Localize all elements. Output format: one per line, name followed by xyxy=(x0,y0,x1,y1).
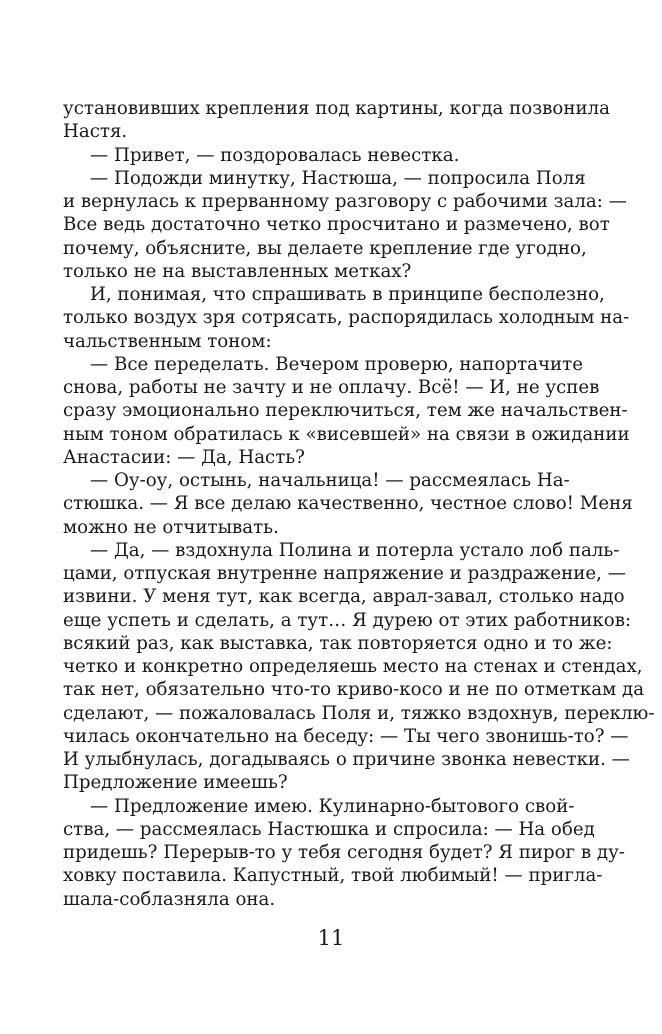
page-number: 11 xyxy=(317,926,345,950)
text-line: — Привет, — поздоровалась невестка. xyxy=(90,144,460,166)
text-line: Настя. xyxy=(63,121,128,143)
text-line: ным тоном обратилась к «висевшей» на связи в ожидании xyxy=(63,423,630,445)
text-line: Все ведь достаточно четко просчитано и размечено, вот xyxy=(63,214,610,236)
text-line: снова, работы не зачту и не оплачу. Всё! — И, не успев xyxy=(63,377,600,398)
text-line: Анастасии: — Да, Насть? xyxy=(63,446,305,468)
text-line: так нет, обязательно что-то криво-косо и не по отметкам да xyxy=(63,679,645,701)
text-line: можно не отчитывать. xyxy=(63,516,279,538)
text-line: всякий раз, как выставка, так повторяется одно и то же: xyxy=(63,632,613,654)
text-line: сделают, — пожаловалась Поля и, тяжко вздохнув, переклю- xyxy=(63,702,655,724)
text-line: чилась окончательно на беседу: — Ты чего звонишь-то? — xyxy=(63,725,629,747)
text-line: установивших крепления под картины, когда позвонила xyxy=(63,98,610,119)
text-line: ховку поставила. Капустный, твой любимый! — пригла- xyxy=(63,865,603,887)
text-line: почему, объясните, вы делаете крепление где угодно, xyxy=(63,237,587,259)
text-line: — Все переделать. Вечером проверю, напортачите xyxy=(90,353,583,375)
text-line: — Предложение имею. Кулинарно-бытового свой- xyxy=(90,795,575,817)
text-line: придешь? Перерыв-то у тебя сегодня будет? Я пирог в ду- xyxy=(63,842,625,863)
text-line: Предложение имеешь? xyxy=(63,772,288,794)
text-line: — Да, — вздохнула Полина и потерла устало лоб паль- xyxy=(90,539,620,561)
text-line: только воздух зря сотрясать, распорядилась холодным на- xyxy=(63,307,630,329)
text-line: извини. У меня тут, как всегда, аврал-завал, столько надо xyxy=(63,586,625,608)
text-line: И улыбнулась, догадываясь о причине звонка невестки. — xyxy=(63,749,630,770)
text-line: ства, — рассмеялась Настюшка и спросила: — На обед xyxy=(63,818,595,840)
book-page-text xyxy=(63,97,655,911)
text-line: четко и конкретно определяешь место на стенах и стендах, xyxy=(63,656,643,677)
text-line: и вернулась к прерванному разговору с рабочими зала: — xyxy=(63,191,627,212)
text-line: шала-соблазняла она. xyxy=(63,888,276,910)
text-line: сразу эмоционально переключиться, тем же начальствен- xyxy=(63,400,628,422)
text-line: — Подожди минутку, Настюша, — попросила Поля xyxy=(90,167,586,189)
text-line: еще успеть и сделать, а тут… Я дурею от этих работников: xyxy=(63,609,632,631)
text-line: только не на выставленных метках? xyxy=(63,260,412,282)
text-line: цами, отпуская внутренне напряжение и раздражение, — xyxy=(63,563,626,584)
text-line: И, понимая, что спрашивать в принципе бесполезно, xyxy=(90,284,605,305)
text-line: — Оу-оу, остынь, начальница! — рассмеялась На- xyxy=(90,470,570,491)
text-line: чальственным тоном: xyxy=(63,330,272,352)
text-line: стюшка. — Я все делаю качественно, честное слово! Меня xyxy=(63,493,633,515)
